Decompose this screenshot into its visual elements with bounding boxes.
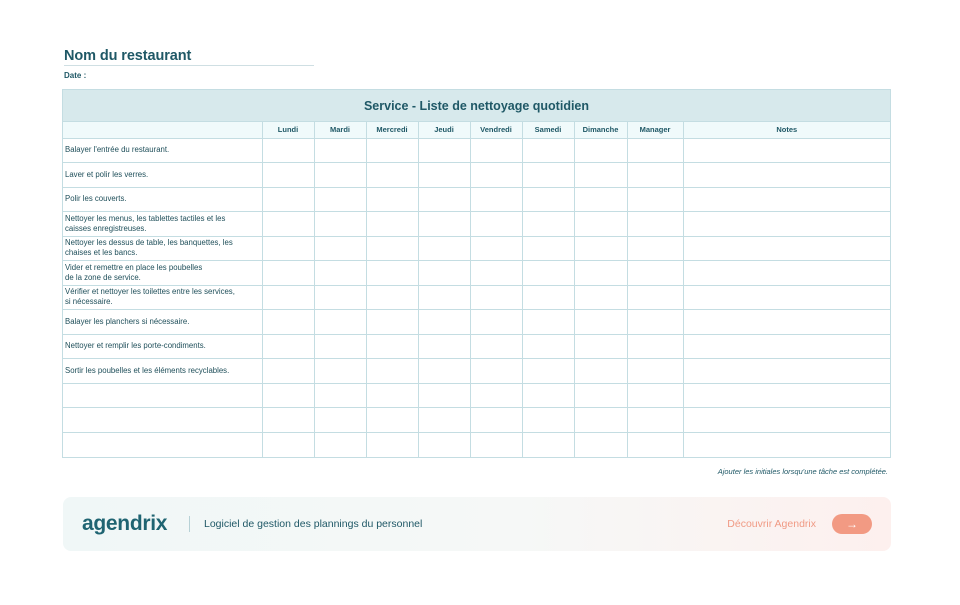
- restaurant-name[interactable]: Nom du restaurant: [64, 48, 314, 66]
- task-label: Balayer les planchers si nécessaire.: [63, 310, 262, 335]
- column-header-lundi: Lundi: [262, 122, 314, 138]
- day-check-cell[interactable]: [418, 334, 470, 359]
- day-check-cell[interactable]: [522, 310, 574, 335]
- day-check-cell[interactable]: [314, 383, 366, 408]
- day-check-cell[interactable]: [314, 187, 366, 212]
- day-check-cell[interactable]: [314, 236, 366, 261]
- notes-cell[interactable]: [683, 334, 890, 359]
- day-check-cell[interactable]: [574, 163, 627, 188]
- task-label: Sortir les poubelles et les éléments recyclables.: [63, 359, 262, 384]
- day-check-cell[interactable]: [262, 261, 314, 286]
- day-check-cell[interactable]: [262, 383, 314, 408]
- column-header-dimanche: Dimanche: [574, 122, 627, 138]
- day-check-cell[interactable]: [418, 163, 470, 188]
- day-check-cell[interactable]: [314, 310, 366, 335]
- task-label: Nettoyer les dessus de table, les banquettes, les chaises et les bancs.: [63, 236, 262, 261]
- day-check-cell[interactable]: [366, 408, 418, 433]
- day-check-cell[interactable]: [366, 138, 418, 163]
- manager-initials-cell[interactable]: [627, 138, 683, 163]
- column-header-vendredi: Vendredi: [470, 122, 522, 138]
- table-row: [63, 138, 890, 163]
- notes-cell[interactable]: [683, 212, 890, 237]
- table-row: [63, 163, 890, 188]
- day-check-cell[interactable]: [522, 236, 574, 261]
- day-check-cell[interactable]: [262, 432, 314, 457]
- day-check-cell[interactable]: [366, 334, 418, 359]
- day-check-cell[interactable]: [314, 261, 366, 286]
- notes-cell[interactable]: [683, 163, 890, 188]
- day-check-cell[interactable]: [574, 359, 627, 384]
- day-check-cell[interactable]: [470, 236, 522, 261]
- notes-cell[interactable]: [683, 261, 890, 286]
- table-row: [63, 408, 890, 433]
- day-check-cell[interactable]: [470, 261, 522, 286]
- table-row: [63, 212, 890, 237]
- notes-cell[interactable]: [683, 310, 890, 335]
- day-check-cell[interactable]: [314, 138, 366, 163]
- day-check-cell[interactable]: [470, 285, 522, 310]
- table-row: [63, 261, 890, 286]
- day-check-cell[interactable]: [522, 261, 574, 286]
- day-check-cell[interactable]: [470, 310, 522, 335]
- day-check-cell[interactable]: [522, 383, 574, 408]
- day-check-cell[interactable]: [262, 408, 314, 433]
- day-check-cell[interactable]: [574, 212, 627, 237]
- manager-initials-cell[interactable]: [627, 383, 683, 408]
- day-check-cell[interactable]: [366, 163, 418, 188]
- day-check-cell[interactable]: [574, 261, 627, 286]
- task-label: Balayer l'entrée du restaurant.: [63, 138, 262, 163]
- agendrix-banner: [63, 497, 891, 551]
- day-check-cell[interactable]: [522, 212, 574, 237]
- arrow-right-icon[interactable]: →: [832, 514, 872, 534]
- manager-initials-cell[interactable]: [627, 432, 683, 457]
- date-label: Date :: [64, 71, 87, 80]
- day-check-cell[interactable]: [314, 359, 366, 384]
- sheet-header: [64, 48, 314, 80]
- task-label: Polir les couverts.: [63, 187, 262, 212]
- day-check-cell[interactable]: [366, 236, 418, 261]
- day-check-cell[interactable]: [574, 408, 627, 433]
- table-row: [63, 236, 890, 261]
- manager-initials-cell[interactable]: [627, 163, 683, 188]
- notes-cell[interactable]: [683, 138, 890, 163]
- table-row: [63, 187, 890, 212]
- manager-initials-cell[interactable]: [627, 310, 683, 335]
- day-check-cell[interactable]: [574, 236, 627, 261]
- task-label: Nettoyer et remplir les porte-condiments.: [63, 334, 262, 359]
- day-check-cell[interactable]: [470, 408, 522, 433]
- banner-divider: [189, 516, 190, 532]
- day-check-cell[interactable]: [574, 138, 627, 163]
- day-check-cell[interactable]: [314, 163, 366, 188]
- table-row: [63, 285, 890, 310]
- day-check-cell[interactable]: [418, 261, 470, 286]
- task-label: [63, 432, 262, 457]
- manager-initials-cell[interactable]: [627, 408, 683, 433]
- manager-initials-cell[interactable]: [627, 334, 683, 359]
- day-check-cell[interactable]: [470, 359, 522, 384]
- task-label: Vider et remettre en place les poubelles de la zone de service.: [63, 261, 262, 286]
- column-header-row: [63, 122, 890, 138]
- day-check-cell[interactable]: [574, 285, 627, 310]
- manager-initials-cell[interactable]: [627, 285, 683, 310]
- task-label: [63, 408, 262, 433]
- day-check-cell[interactable]: [314, 408, 366, 433]
- task-label: Laver et polir les verres.: [63, 163, 262, 188]
- task-label: Nettoyer les menus, les tablettes tactiles et les caisses enregistreuses.: [63, 212, 262, 237]
- day-check-cell[interactable]: [366, 187, 418, 212]
- day-check-cell[interactable]: [418, 359, 470, 384]
- cleaning-checklist: [62, 89, 891, 458]
- task-rows: [63, 138, 890, 457]
- day-check-cell[interactable]: [366, 285, 418, 310]
- table-row: [63, 310, 890, 335]
- day-check-cell[interactable]: [522, 408, 574, 433]
- column-header-jeudi: Jeudi: [418, 122, 470, 138]
- day-check-cell[interactable]: [418, 236, 470, 261]
- day-check-cell[interactable]: [470, 138, 522, 163]
- day-check-cell[interactable]: [574, 383, 627, 408]
- column-header-manager: Manager: [627, 122, 683, 138]
- day-check-cell[interactable]: [262, 212, 314, 237]
- day-check-cell[interactable]: [418, 310, 470, 335]
- day-check-cell[interactable]: [262, 285, 314, 310]
- footnote: Ajouter les initiales lorsqu'une tâche est complétée.: [717, 467, 888, 476]
- day-check-cell[interactable]: [522, 138, 574, 163]
- manager-initials-cell[interactable]: [627, 187, 683, 212]
- day-check-cell[interactable]: [366, 383, 418, 408]
- column-header-task: [63, 122, 262, 138]
- day-check-cell[interactable]: [470, 187, 522, 212]
- day-check-cell[interactable]: [574, 334, 627, 359]
- banner-tagline: Logiciel de gestion des plannings du personnel: [204, 518, 423, 530]
- day-check-cell[interactable]: [418, 187, 470, 212]
- column-header-notes: Notes: [683, 122, 890, 138]
- table-row: [63, 432, 890, 457]
- day-check-cell[interactable]: [418, 138, 470, 163]
- column-header-samedi: Samedi: [522, 122, 574, 138]
- notes-cell[interactable]: [683, 285, 890, 310]
- day-check-cell[interactable]: [314, 432, 366, 457]
- day-check-cell[interactable]: [522, 432, 574, 457]
- day-check-cell[interactable]: [522, 187, 574, 212]
- day-check-cell[interactable]: [262, 163, 314, 188]
- day-check-cell[interactable]: [574, 310, 627, 335]
- cta-link[interactable]: Découvrir Agendrix: [727, 518, 816, 530]
- agendrix-logo[interactable]: agendrix: [82, 512, 168, 535]
- day-check-cell[interactable]: [262, 236, 314, 261]
- day-check-cell[interactable]: [262, 310, 314, 335]
- notes-cell[interactable]: [683, 432, 890, 457]
- day-check-cell[interactable]: [522, 359, 574, 384]
- checklist-table: [63, 122, 890, 457]
- manager-initials-cell[interactable]: [627, 212, 683, 237]
- day-check-cell[interactable]: [314, 212, 366, 237]
- day-check-cell[interactable]: [470, 334, 522, 359]
- day-check-cell[interactable]: [522, 285, 574, 310]
- day-check-cell[interactable]: [418, 383, 470, 408]
- notes-cell[interactable]: [683, 383, 890, 408]
- notes-cell[interactable]: [683, 236, 890, 261]
- day-check-cell[interactable]: [470, 432, 522, 457]
- day-check-cell[interactable]: [262, 334, 314, 359]
- notes-cell[interactable]: [683, 359, 890, 384]
- day-check-cell[interactable]: [470, 163, 522, 188]
- day-check-cell[interactable]: [522, 334, 574, 359]
- day-check-cell[interactable]: [262, 138, 314, 163]
- task-label: [63, 383, 262, 408]
- day-check-cell[interactable]: [418, 408, 470, 433]
- task-label: Vérifier et nettoyer les toilettes entre les services, si nécessaire.: [63, 285, 262, 310]
- column-header-mercredi: Mercredi: [366, 122, 418, 138]
- day-check-cell[interactable]: [366, 359, 418, 384]
- day-check-cell[interactable]: [418, 285, 470, 310]
- day-check-cell[interactable]: [522, 163, 574, 188]
- checklist-title: Service - Liste de nettoyage quotidien: [63, 90, 890, 122]
- table-row: [63, 359, 890, 384]
- day-check-cell[interactable]: [418, 212, 470, 237]
- table-row: [63, 334, 890, 359]
- day-check-cell[interactable]: [262, 187, 314, 212]
- day-check-cell[interactable]: [366, 212, 418, 237]
- notes-cell[interactable]: [683, 187, 890, 212]
- table-row: [63, 383, 890, 408]
- day-check-cell[interactable]: [314, 285, 366, 310]
- day-check-cell[interactable]: [314, 334, 366, 359]
- day-check-cell[interactable]: [574, 187, 627, 212]
- manager-initials-cell[interactable]: [627, 236, 683, 261]
- day-check-cell[interactable]: [418, 432, 470, 457]
- day-check-cell[interactable]: [262, 359, 314, 384]
- day-check-cell[interactable]: [366, 261, 418, 286]
- manager-initials-cell[interactable]: [627, 359, 683, 384]
- column-header-mardi: Mardi: [314, 122, 366, 138]
- notes-cell[interactable]: [683, 408, 890, 433]
- day-check-cell[interactable]: [366, 310, 418, 335]
- day-check-cell[interactable]: [366, 432, 418, 457]
- day-check-cell[interactable]: [470, 212, 522, 237]
- day-check-cell[interactable]: [574, 432, 627, 457]
- day-check-cell[interactable]: [470, 383, 522, 408]
- manager-initials-cell[interactable]: [627, 261, 683, 286]
